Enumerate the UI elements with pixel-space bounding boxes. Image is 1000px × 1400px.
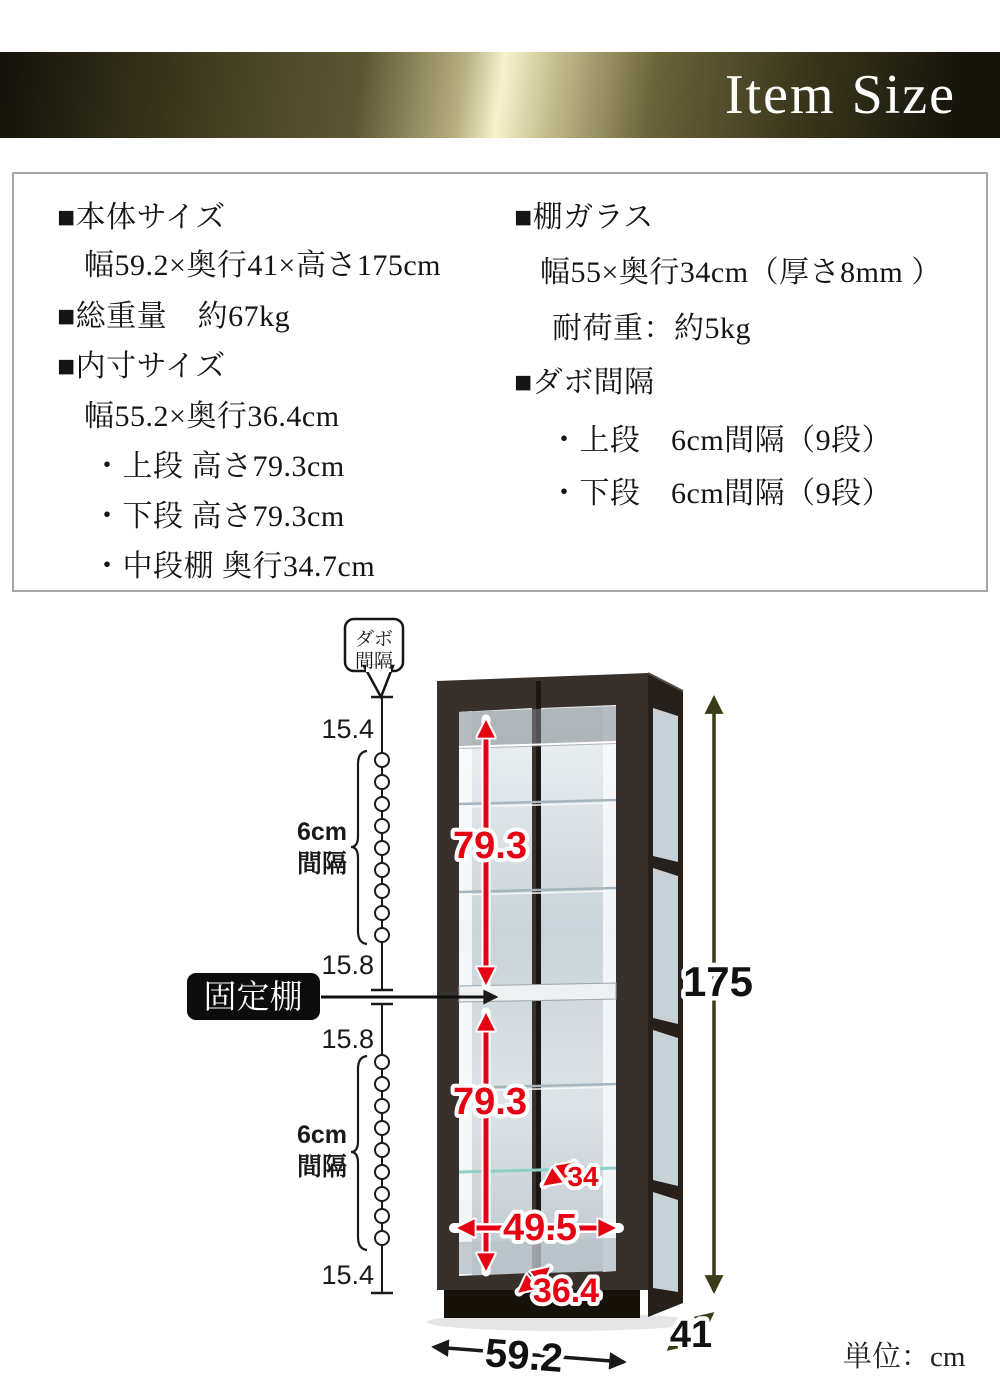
dabo-holes-lower [375,1055,389,1245]
side-window [653,708,678,862]
dim-depth-label: 41 [669,1314,713,1356]
dim-bottom-depth-label: 36.4 [532,1272,600,1310]
spec-dabo-pitch-heading: ■ダボ間隔 [514,366,655,399]
spec-middle-shelf-depth: ・中段棚 奥行34.7cm [92,550,376,583]
dim-lower-top-gap: 15.8 [321,1024,374,1054]
dabo-holes-upper [375,753,389,942]
side-window [653,1192,678,1292]
dim-upper-bottom-gap: 15.8 [321,950,374,980]
spec-body-size-heading: ■本体サイズ [57,201,226,234]
spec-weight: ■総重量 約67kg [57,300,291,333]
dabo-callout-bubble [345,619,403,697]
header-band [0,52,1000,138]
dimension-diagram [0,600,1000,1400]
spec-inner-size-value: 幅55.2×奥行36.4cm [84,400,340,433]
bubble-text-line2: 間隔 [354,651,394,672]
brace-lower [351,1056,367,1250]
unit-note: 単位：cm [843,1341,966,1373]
spec-dabo-upper: ・上段 6cm間隔（9段） [549,424,893,457]
dim-upper-top-gap: 15.4 [321,714,374,744]
dim-shelf-depth-label: 34 [567,1161,599,1192]
dim-total-height-label: 175 [682,958,754,1005]
dim-lower-bottom-gap: 15.4 [321,1260,374,1290]
spec-body-size-value: 幅59.2×奥行41×高さ175cm [84,249,441,282]
dim-lower-pitch-line2: 間隔 [296,1153,348,1181]
dim-inner-width-label: 49.5 [503,1207,577,1249]
spec-upper-height: ・上段 高さ79.3cm [92,450,345,483]
fixed-shelf-label: 固定棚 [203,980,303,1016]
side-window [653,1030,678,1186]
dim-lower-height-label: 79.3 [453,1081,527,1123]
dim-upper-pitch-line2: 間隔 [296,850,348,878]
spec-load-capacity: 耐荷重：約5kg [552,312,751,345]
side-window [653,868,678,1024]
spec-shelf-glass-heading: ■棚ガラス [514,201,654,234]
spec-box [12,172,988,592]
spec-inner-size-heading: ■内寸サイズ [57,350,226,383]
spec-lower-height: ・下段 高さ79.3cm [92,500,345,533]
dim-lower-pitch-line1: 6cm [296,1121,348,1149]
spec-shelf-glass-value: 幅55×奥行34cm（厚さ8mm ） [540,256,942,289]
bubble-text-line1: ダボ [354,629,394,650]
page-title: Item Size [724,64,956,126]
dim-width-label: 59.2 [483,1331,565,1381]
spec-dabo-lower: ・下段 6cm間隔（9段） [549,477,893,510]
brace-upper [351,751,367,944]
dim-upper-pitch-line1: 6cm [296,818,348,846]
dim-upper-height-label: 79.3 [453,825,527,867]
